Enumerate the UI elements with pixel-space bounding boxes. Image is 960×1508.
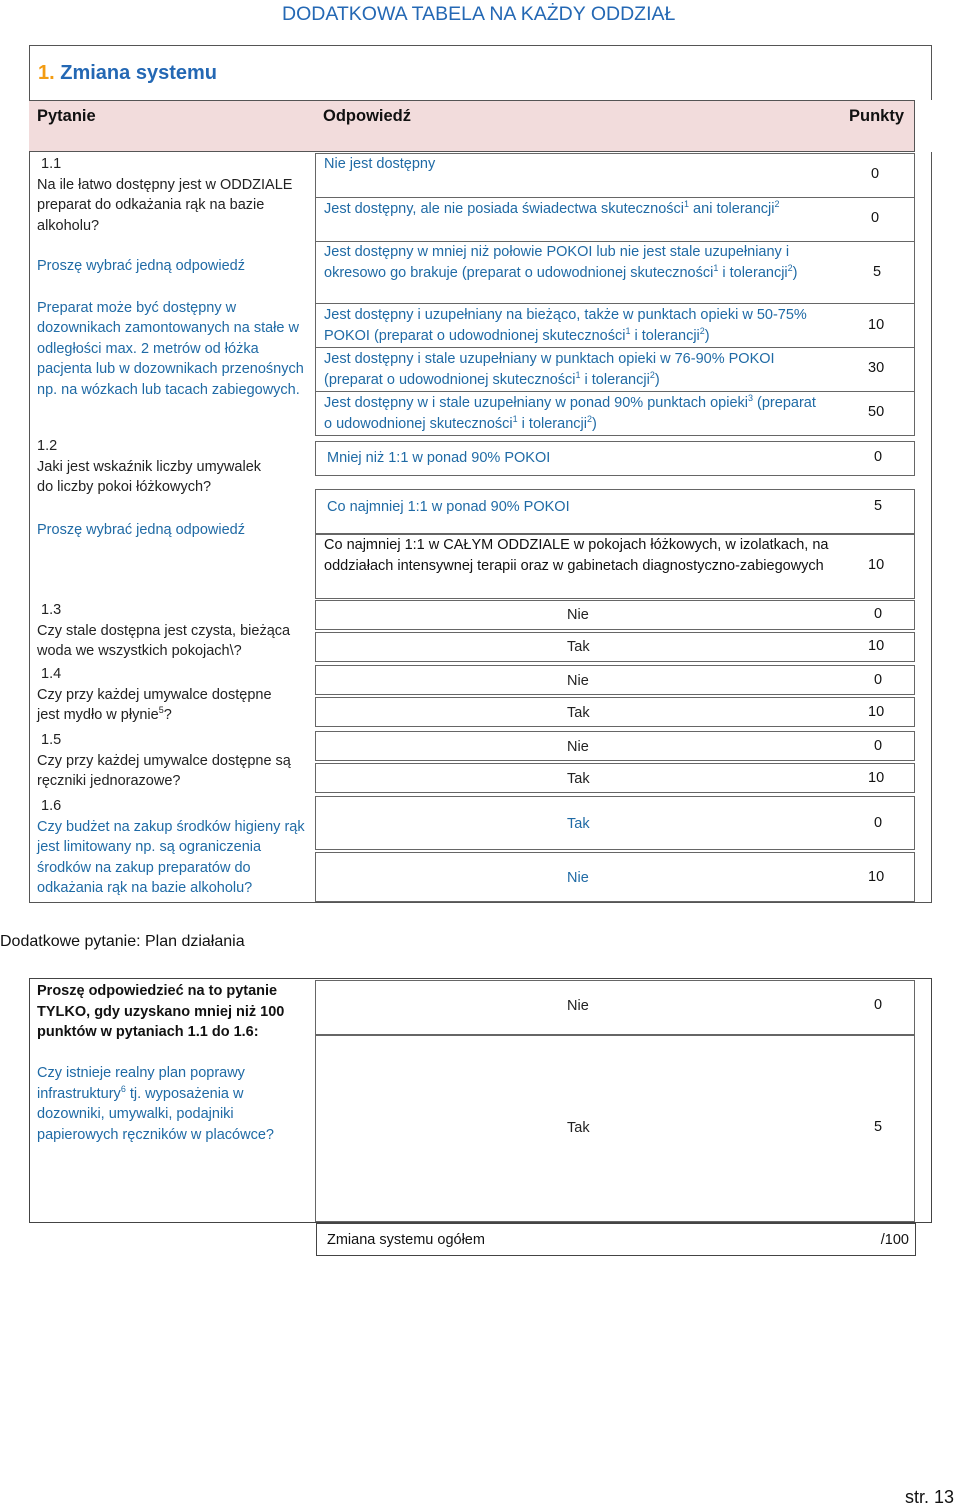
- q11-answer-2[interactable]: [324, 199, 779, 220]
- footnote-mark: 2: [699, 325, 705, 336]
- q14-number: 1.4: [41, 666, 62, 682]
- answer-text: Jest dostępny, ale nie posiada świadectwa skuteczności: [324, 201, 685, 217]
- q15-answer-2[interactable]: Tak: [567, 771, 590, 787]
- q15-block: [37, 730, 317, 792]
- answer-box: [315, 852, 915, 902]
- footnote-mark: 2: [774, 199, 780, 210]
- q12-points-2: 5: [874, 498, 883, 514]
- q11-answer-6[interactable]: [324, 393, 819, 434]
- page-title: DODATKOWA TABELA NA KAŻDY ODDZIAŁ: [282, 3, 676, 25]
- additional-question: [37, 1063, 307, 1145]
- footnote-mark: 6: [120, 1083, 126, 1094]
- header-answer: Odpowiedź: [323, 107, 411, 125]
- answer-text: Jest dostępny i uzupełniany na bieżąco, także w punktach opieki w 50-75% POKOI (preparat o udowodnionej skuteczności: [324, 307, 807, 344]
- answer-box: [315, 980, 915, 1035]
- q11-points-2: 0: [871, 210, 880, 226]
- q11-points-6: 50: [868, 404, 885, 420]
- answer-box: [315, 665, 915, 695]
- answer-box: [315, 697, 915, 727]
- section-number: 1.: [38, 62, 55, 84]
- additional-instruction: Proszę odpowiedzieć na to pytanie TYLKO, gdy uzyskano mniej niż 100 punktów w pytaniach 1.1 do 1.6:: [37, 983, 285, 1040]
- q12-answer-2[interactable]: Co najmniej 1:1 w ponad 90% POKOI: [327, 499, 570, 515]
- q11-number: 1.1: [41, 156, 62, 172]
- answer-text: Jest dostępny w mniej niż połowie POKOI lub nie jest stale uzupełniany i okresowo go brakuje (preparat o udowodnionej skuteczności: [324, 244, 790, 281]
- footnote-mark: 1: [684, 199, 690, 210]
- q16-answer-2[interactable]: Nie: [567, 870, 589, 886]
- question-text: Czy przy każdej umywalce dostępne jest mydło w płynie: [37, 686, 272, 723]
- answer-text: (preparat o udowodnionej skuteczności: [324, 395, 816, 432]
- footnote-mark: 1: [575, 369, 581, 380]
- table-header: [29, 100, 932, 152]
- additional-answer-1[interactable]: Nie: [567, 998, 589, 1014]
- additional-answer-2[interactable]: Tak: [567, 1120, 590, 1136]
- q16-answer-1[interactable]: Tak: [567, 816, 590, 832]
- q11-points-3: 5: [873, 264, 882, 280]
- q11-points-5: 30: [868, 360, 885, 376]
- q12-instruction: Proszę wybrać jedną odpowiedź: [37, 521, 245, 538]
- answer-box: [315, 731, 915, 761]
- page-number: str. 13: [904, 1487, 954, 1507]
- answer-box: [315, 763, 915, 793]
- footnote-mark: 1: [625, 325, 631, 336]
- q12-text: Jaki jest wskaźnik liczby umywalek do liczby pokoi łóżkowych?: [37, 458, 262, 495]
- q12-points-3: 10: [868, 557, 885, 573]
- q12-number: 1.2: [37, 438, 58, 454]
- summary-label: Zmiana systemu ogółem: [327, 1232, 485, 1248]
- footnote-mark: 1: [713, 262, 719, 273]
- footnote-mark: 3: [748, 393, 754, 404]
- summary-value: /100: [880, 1232, 909, 1248]
- answer-text: ): [792, 264, 798, 281]
- q13-block: [37, 600, 317, 662]
- header-question: Pytanie: [37, 107, 96, 125]
- q16-points-1: 0: [874, 815, 883, 831]
- q15-points-1: 0: [874, 738, 883, 754]
- q12-block: [37, 436, 317, 540]
- answer-text: i tolerancji: [517, 415, 587, 432]
- footnote-mark: 2: [787, 262, 793, 273]
- additional-points-1: 0: [874, 997, 883, 1013]
- section-name: Zmiana systemu: [60, 62, 217, 84]
- answer-text: Jest dostępny i stale uzupełniany w punktach opieki w 76-90% POKOI (preparat o udowodnionej skuteczności: [324, 351, 775, 388]
- q14-block: [37, 664, 317, 726]
- q12-answer-1[interactable]: Mniej niż 1:1 w ponad 90% POKOI: [327, 450, 551, 466]
- answer-box: [315, 1035, 915, 1222]
- q16-points-2: 10: [868, 869, 885, 885]
- answer-text: ): [704, 327, 710, 344]
- answer-text: i tolerancji: [630, 327, 700, 344]
- q14-answer-1[interactable]: Nie: [567, 673, 589, 689]
- q12-points-1: 0: [874, 449, 883, 465]
- q11-text: Na ile łatwo dostępny jest w ODDZIALE preparat do odkażania rąk na bazie alkoholu?: [37, 176, 293, 234]
- q13-points-2: 10: [868, 638, 885, 654]
- q16-block: [37, 796, 317, 899]
- answer-text: ): [591, 415, 597, 432]
- question-text: tj. wyposażenia w dozowniki, umywalki, podajniki papierowych ręczników w placówce?: [37, 1085, 274, 1143]
- q15-number: 1.5: [41, 732, 62, 748]
- header-right-strip: [914, 100, 932, 152]
- q14-points-1: 0: [874, 672, 883, 688]
- footnote-mark: 1: [512, 413, 518, 424]
- q11-note: Preparat może być dostępny w dozownikach zamontowanych na stałe w odległości max. 2 metrów od łóżka pacjenta lub w dozownikach przenośnych np. na wózkach lub tacach zabiegowych.: [37, 299, 304, 398]
- q13-answer-1[interactable]: Nie: [567, 607, 589, 623]
- q15-points-2: 10: [868, 770, 885, 786]
- footnote-mark: 2: [649, 369, 655, 380]
- summary-box: [316, 1223, 916, 1256]
- q11-instruction: Proszę wybrać jedną odpowiedź: [37, 258, 245, 274]
- q11-answer-5[interactable]: [324, 349, 819, 390]
- q13-answer-2[interactable]: Tak: [567, 639, 590, 655]
- q14-answer-2[interactable]: Tak: [567, 705, 590, 721]
- answer-box: [315, 600, 915, 630]
- answer-text: Jest dostępny w i stale uzupełniany w ponad 90% punktach opieki: [324, 395, 748, 411]
- q15-text: Czy przy każdej umywalce dostępne są ręczniki jednorazowe?: [37, 752, 291, 789]
- q11-answer-4[interactable]: [324, 305, 819, 346]
- additional-points-2: 5: [874, 1119, 883, 1135]
- q16-text: Czy budżet na zakup środków higieny rąk jest limitowany np. są ograniczenia środków na zakup preparatów do odkażania rąk na bazie alkoholu?: [37, 818, 305, 896]
- q13-points-1: 0: [874, 606, 883, 622]
- answer-box: [315, 632, 915, 662]
- q14-points-2: 10: [868, 704, 885, 720]
- q12-answer-3[interactable]: Co najmniej 1:1 w CAŁYM ODDZIALE w pokojach łóżkowych, w izolatkach, na oddziałach intensywnej terapii oraz w gabinetach diagnostyczno-zabiegowych: [324, 537, 829, 574]
- question-text: ?: [163, 707, 172, 723]
- q11-block: [37, 154, 317, 400]
- q11-answer-3[interactable]: [324, 242, 829, 283]
- q11-points-1: 0: [871, 166, 880, 182]
- footnote-mark: 2: [586, 413, 592, 424]
- q14-text: [37, 685, 297, 726]
- q16-number: 1.6: [41, 798, 62, 814]
- additional-title: Dodatkowe pytanie: Plan działania: [0, 933, 245, 950]
- q15-answer-1[interactable]: Nie: [567, 739, 589, 755]
- answer-text: ): [654, 371, 660, 388]
- q13-number: 1.3: [41, 602, 62, 618]
- answer-text: i tolerancji: [718, 264, 788, 281]
- q13-text: Czy stale dostępna jest czysta, bieżąca woda we wszystkich pokojach\?: [37, 622, 291, 659]
- answer-text: ani tolerancji: [689, 201, 775, 217]
- q11-answer-1[interactable]: Nie jest dostępny: [324, 156, 436, 172]
- q11-points-4: 10: [868, 317, 885, 333]
- header-points: Punkty: [849, 107, 905, 125]
- answer-text: i tolerancji: [580, 371, 650, 388]
- footnote-mark: 5: [158, 705, 164, 716]
- answer-box: [315, 796, 915, 850]
- question-text: Czy istnieje realny plan poprawy infrastruktury: [37, 1065, 245, 1102]
